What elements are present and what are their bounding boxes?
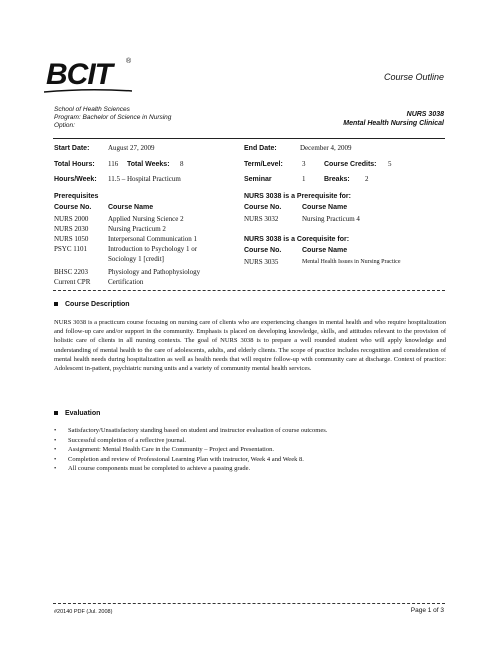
credits-label: Course Credits:	[324, 161, 377, 168]
prereq-row-name: Applied Nursing Science 2	[108, 215, 184, 223]
prereq-col-no: Course No.	[54, 204, 92, 211]
prereq-col-name: Course Name	[108, 204, 154, 211]
prereq-row: Current CPR	[54, 278, 91, 286]
school-name: School of Health Sciences	[54, 106, 130, 113]
prereq-row-name: Certification	[108, 278, 144, 286]
start-date-row: Start Date:	[54, 145, 90, 152]
prereq-for-row-name: Nursing Practicum 4	[302, 215, 360, 223]
description-heading: Course Description	[54, 301, 130, 308]
prereq-row-name: Physiology and Pathophysiology	[108, 268, 201, 276]
program-name: Program: Bachelor of Science in Nursing	[54, 114, 172, 121]
doc-type: Course Outline	[383, 72, 444, 82]
hours-week-value: 11.5 – Hospital Practicum	[108, 175, 181, 183]
logo-text: BCIT	[46, 58, 112, 91]
breaks-label: Breaks:	[324, 176, 350, 183]
prereq-for-title: NURS 3038 is a Prerequisite for:	[244, 193, 351, 200]
total-hours-label: Total Hours:	[54, 161, 95, 168]
coreq-col-no: Course No.	[244, 247, 282, 254]
term-value: 3	[302, 160, 306, 168]
list-item: • All course components must be completed to achieve a passing grade.	[54, 464, 446, 474]
prereq-row: NURS 2000	[54, 215, 89, 223]
end-date-value: December 4, 2009	[300, 144, 352, 152]
prereq-row: BHSC 2203	[54, 268, 89, 276]
coreq-row-name: Mental Health Issues in Nursing Practice	[302, 259, 401, 265]
evaluation-list	[54, 426, 446, 474]
list-item: • Successful completion of a reflective journal.	[54, 436, 446, 446]
credits-value: 5	[388, 160, 392, 168]
term-label: Term/Level:	[244, 161, 283, 168]
evaluation-heading: Evaluation	[54, 410, 100, 417]
prereq-row: PSYC 1101	[54, 245, 88, 253]
total-weeks-value: 8	[180, 160, 184, 168]
prereq-row-name: Nursing Practicum 2	[108, 225, 166, 233]
prereq-row-name: Introduction to Psychology 1 or	[108, 245, 198, 253]
header-divider	[53, 138, 445, 139]
prereq-for-col-name: Course Name	[302, 204, 348, 211]
footer-page-number: Page 1 of 3	[410, 607, 444, 614]
prereq-row: NURS 2030	[54, 225, 89, 233]
list-item: • Assignment: Mental Health Care in the Community – Project and Presentation.	[54, 445, 446, 455]
course-title: Mental Health Nursing Clinical	[343, 120, 444, 127]
logo-underline-icon	[44, 88, 132, 94]
option-label: Option:	[54, 122, 75, 129]
seminar-value: 1	[302, 175, 306, 183]
prereq-for-col-no: Course No.	[244, 204, 282, 211]
footer-form-number: #20140 PDF (Jul. 2008)	[54, 609, 113, 615]
hours-week-label: Hours/Week:	[54, 176, 97, 183]
square-bullet-icon	[54, 302, 58, 306]
prereq-row-name: Interpersonal Communication 1	[108, 235, 198, 243]
coreq-row-no: NURS 3035	[244, 258, 279, 266]
prereq-for-row-no: NURS 3032	[244, 215, 279, 223]
course-code: NURS 3038	[406, 111, 444, 118]
end-date-label: End Date:	[244, 145, 277, 152]
breaks-value: 2	[365, 175, 369, 183]
course-heading	[343, 110, 444, 128]
bcit-logo	[38, 52, 138, 100]
footer-divider	[53, 603, 445, 604]
list-item: • Completion and review of Professional Learning Plan with instructor, Week 4 and Week 8.	[54, 455, 446, 465]
list-item: • Satisfactory/Unsatisfactory standing based on student and instructor evaluation of course outcomes.	[54, 426, 446, 436]
prereq-row-name: Sociology 1 [credit]	[108, 255, 164, 263]
prereq-row: NURS 1050	[54, 235, 89, 243]
description-text: NURS 3038 is a practicum course focusing on nursing care of clients who are experiencing changes in mental health and who require hospitalization and follow-up care and/or support in the community. Emphasis is placed on developing knowledge, skills, and attitudes relevant to the provision of holistic care of clients in all nursing contexts. The goal of NURS 3038 is to prepare a well rounded student who will apply knowledge and understanding of mental health to the care of adolescents, adults, and elderly clients. The scope of practice includes recognition and consideration of mental health needs during hospitalization as well as health needs that will require follow-up with community care at discharge. Context of practice: Adolescent in-patient, psychiatric nursing units and a variety of community mental health services.	[54, 319, 446, 373]
coreq-col-name: Course Name	[302, 247, 348, 254]
total-weeks-label: Total Weeks:	[127, 161, 170, 168]
total-hours-value: 116	[108, 160, 119, 168]
coreq-title: NURS 3038 is a Corequisite for:	[244, 236, 350, 243]
school-info	[54, 106, 171, 130]
start-date-value: August 27, 2009	[108, 144, 155, 152]
registered-mark-icon: ®	[126, 58, 132, 65]
section-divider	[53, 290, 445, 291]
prereq-title: Prerequisites	[54, 193, 99, 200]
square-bullet-icon	[54, 411, 58, 415]
seminar-label: Seminar	[244, 176, 272, 183]
